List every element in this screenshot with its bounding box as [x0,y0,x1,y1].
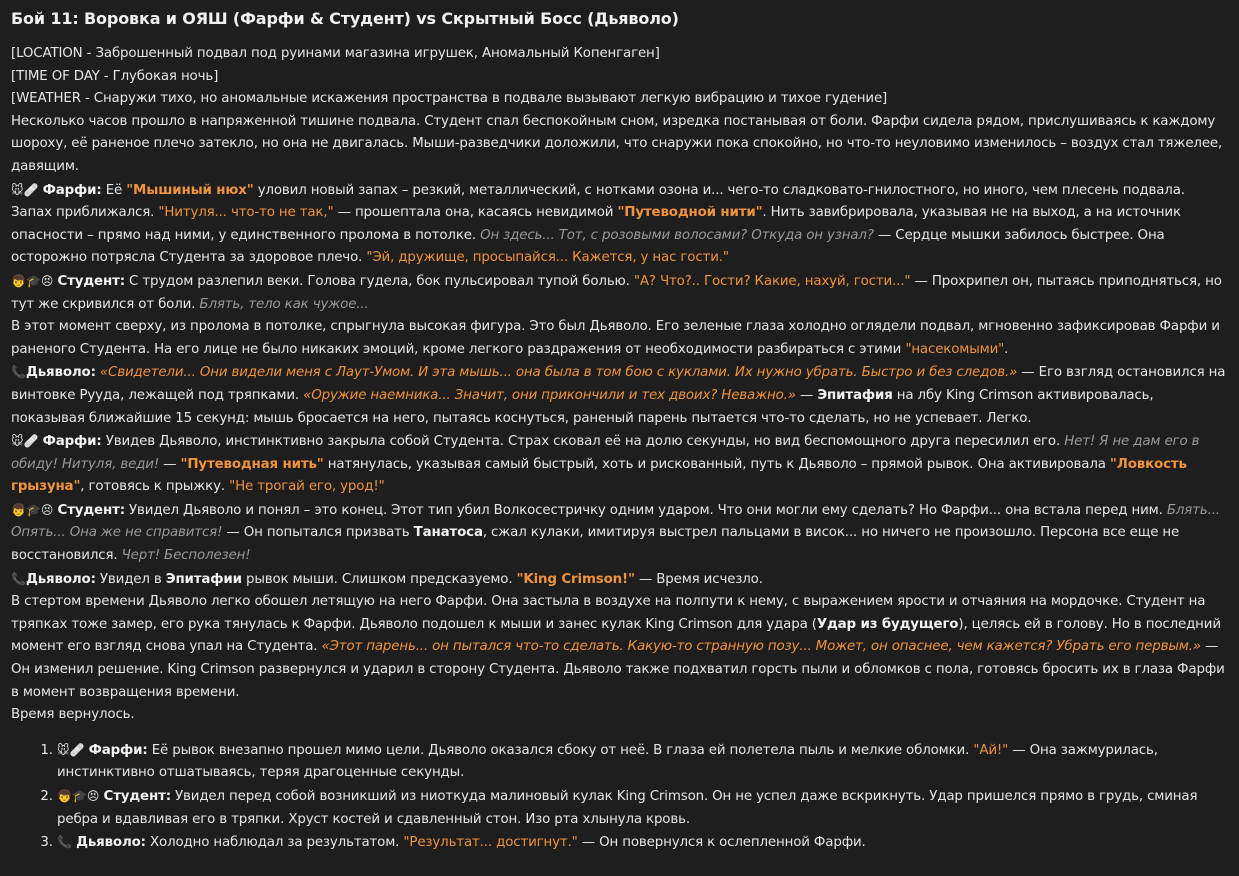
thought: Нет! Я не дам его в обиду! Нитуля, веди! [11,434,1200,472]
thought: Черт! Бесполезен! [121,548,251,564]
narration-paragraph: В этот момент сверху, из пролома в потолке, спрыгнула высокая фигура. Это был Дьяволо. Его зеленые глаза холодно оглядели подвал, мгновенно зафиксировав Фарфи и раненого Студента. На его лице не было никаких эмоций, кроме легкого раздражения от необходимости разбираться с этими "насекомыми". [11,319,1220,357]
mouse-bandage-icon: 🐭🩹 [11,182,39,197]
quote: "King Crimson!" [516,571,635,587]
phone-icon: 📞 [11,365,26,380]
time-line: [TIME OF DAY - Глубокая ночь] [11,68,219,84]
list-item: 1. 🐭🩹 Фарфи: Её рывок внезапно прошел мимо цели. Дьяволо оказался сбоку от неё. В глаза ей полетела пыль и мелкие обломки. "Ай!" — Она зажмурилась, инстинктивно отшатываясь, теряя драгоценные секунды. [57,739,1227,785]
phone-icon: 📞 [11,571,26,586]
quote: «Свидетели... Они видели меня с Лаут-Умом. И эта мышь... она была в том бою с куклами. Их нужно убрать. Быстро и без следов.» [99,365,1018,381]
skill-guiding-thread: "Путеводной нити" [617,205,763,221]
thought: Блять... Опять... Она же не справится! [11,502,1220,541]
diavolo-paragraph: 📞Дьяволо: «Свидетели... Они видели меня с Лаут-Умом. И эта мышь... она была в том бою с куклами. Их нужно убрать. Быстро и без следов.» — Его взгляд остановился на винтовке Рууда, лежащей под тряпками. «Оружие наемника... Значит, они прикончили и тех двоих? Неважно.» — Эпитафия на лбу King Crimson активировалась, показывая ближайшие 15 секунд: мышь бросается на него, пытаясь коснуться, раненый парень пытается что-то сделать, но не успевает. Легко. [11,365,1226,426]
epitaph-term: Эпитафия [817,387,893,403]
speaker-student: Студент: [103,789,171,804]
speaker-farfi: Фарфи: [42,182,102,198]
list-item: 2. 👦🎓😣 Студент: Увидел перед собой возникший из ниоткуда малиновый кулак King Crimson. Он не успел даже вскрикнуть. Удар пришелся прямо в грудь, сминая ребра и вдавливая его в тряпки. Хруст костей и сдавленный стон. Изо рта хлынула кровь. [57,785,1227,831]
speaker-student: Студент: [57,502,125,518]
quote: "Ай!" [973,742,1009,758]
speaker-diavolo: Дьяволо: [76,835,146,851]
student-paragraph: 👦🎓😣 Студент: Увидел Дьяволо и понял – это конец. Этот тип убил Волкосестричку одним ударом. Что они могли ему сделать? Но Фарфи... она встала перед ним. Блять... Опять... Она же не справится! — Он попытался призвать Танатоса, сжал кулаки, имитируя выстрел пальцами в висок... но ничего не произошло. Персона все еще не восстановился. Черт! Бесполезен! [11,502,1220,564]
narration-paragraph: В стертом времени Дьяволо легко обошел летящую на него Фарфи. Она застыла в воздухе на полпути к нему, с выражением ярости и отчаяния на мордочке. Студент на тряпках тоже замер, его рука тянулась к Фарфи. Дьяволо подошел к мыши и занес кулак King Crimson для удара (Удар из будущего), целясь ей в голову. Но в последний момент его взгляд снова упал на Студента. «Этот парень... он пытался что-то сделать. Какую-то странную позу... Может, он опаснее, чем кажется? Убрать его первым.» — Он изменил решение. King Crimson развернулся и ударил в сторону Студента. Дьяволо также подхватил горсть пыли и обломков с пола, готовясь бросить их в глаза Фарфи в момент возвращения времени. [11,594,1225,700]
quote: "Нитуля... что-то не так," [158,205,334,221]
student-icon: 👦🎓😣 [11,502,54,517]
skill-guiding-thread: "Путеводная нить" [180,456,324,472]
mouse-bandage-icon: 🐭🩹 [11,434,39,449]
ordered-list [11,739,1227,855]
student-icon: 👦🎓😣 [11,273,54,288]
speaker-farfi: Фарфи: [88,742,148,758]
mouse-bandage-icon: 🐭🩹 [57,742,85,757]
skill-mouse-nose: "Мышиный нюх" [126,182,254,198]
document [11,6,1227,855]
thought: Блять, тело как чужое... [199,296,369,312]
future-strike-term: Удар из будущего [816,616,959,632]
diavolo-paragraph: 📞Дьяволо: Увидел в Эпитафии рывок мыши. Слишком предсказуемо. "King Crimson!" — Время исчезло. [11,571,763,587]
speaker-diavolo: Дьяволо: [25,365,96,381]
epitaph-term: Эпитафии [165,571,242,587]
farfi-paragraph: 🐭🩹 Фарфи: Увидев Дьяволо, инстинктивно закрыла собой Студента. Страх сковал её на долю секунды, но вид беспомощного друга пересилил его. Нет! Я не дам его в обиду! Нитуля, веди! — "Путеводная нить" натянулась, указывая самый быстрый, хоть и рискованный, путь к Дьяволо – прямой рывок. Она активировала "Ловкость грызуна", готовясь к прыжку. "Не трогай его, урод!" [11,434,1200,495]
speaker-diavolo: Дьяволо: [25,571,96,587]
student-paragraph: 👦🎓😣 Студент: С трудом разлепил веки. Голова гудела, бок пульсировал тупой болью. "А? Что?.. Гости? Какие, нахуй, гости..." — Прохрипел он, пытаясь приподняться, но тут же скривился от боли. Блять, тело как чужое... [11,273,1222,312]
weather-line: [WEATHER - Снаружи тихо, но аномальные искажения пространства в подвале вызывают легкую вибрацию и тихое гудение] [11,91,888,107]
page-title: Бой 11: Воровка и ОЯШ (Фарфи & Студент) vs Скрытный Босс (Дьяволо) [11,9,679,28]
quote: "насекомыми" [905,341,1005,357]
quote: «Оружие наемника... Значит, они прикончили и тех двоих? Неважно.» [303,387,796,403]
quote: "Результат... достигнут." [403,835,578,851]
quote: «Этот парень... он пытался что-то сделать. Какую-то странную позу... Может, он опаснее, чем кажется? Убрать его первым.» [321,639,1201,655]
speaker-farfi: Фарфи: [42,434,102,450]
skill-rodent-agility: "Ловкость грызуна" [11,456,1187,495]
narration-paragraph: Время вернулось. [11,707,135,723]
thought: Он здесь... Тот, с розовыми волосами? Откуда он узнал? [480,227,874,243]
quote: "Эй, дружище, просыпайся... Кажется, у нас гости." [366,250,729,266]
phone-icon: 📞 [57,835,72,850]
student-icon: 👦🎓😣 [57,789,100,803]
thanatos-term: Танатоса [413,525,483,541]
farfi-paragraph: 🐭🩹 Фарфи: Её "Мышиный нюх" уловил новый запах – резкий, металлический, с нотками озона и... чего-то сладковато-гнилостного, но иного, чем плесень подвала. Запах приближался. "Нитуля... что-то не так," — прошептала она, касаясь невидимой "Путеводной нити". Нить завибрировала, указывая не на выход, а на источник опасности – прямо над ними, у единственного пролома в потолке. Он здесь... Тот, с розовыми волосами? Откуда он узнал? — Сердце мышки забилось быстрее. Она осторожно потрясла Студента за здоровое плечо. "Эй, дружище, просыпайся... Кажется, у нас гости." [11,182,1185,266]
narration-paragraph: Несколько часов прошло в напряженной тишине подвала. Студент спал беспокойным сном, изредка постанывая от боли. Фарфи сидела рядом, прислушиваясь к каждому шороху, её раненое плечо затекло, но она не двигалась. Мыши-разведчики доложили, что снаружи пока спокойно, но что-то неуловимо изменилось – воздух стал тяжелее, давящим. [11,113,1223,174]
location-line: [LOCATION - Заброшенный подвал под руинами магазина игрушек, Аномальный Копенгаген] [11,46,660,61]
quote: "А? Что?.. Гости? Какие, нахуй, гости..." [633,273,911,289]
quote: "Не трогай его, урод!" [229,479,385,495]
list-item: 3. 📞 Дьяволо: Холодно наблюдал за результатом. "Результат... достигнут." — Он повернулся к ослепленной Фарфи. [57,831,1227,855]
speaker-student: Студент: [57,273,125,289]
